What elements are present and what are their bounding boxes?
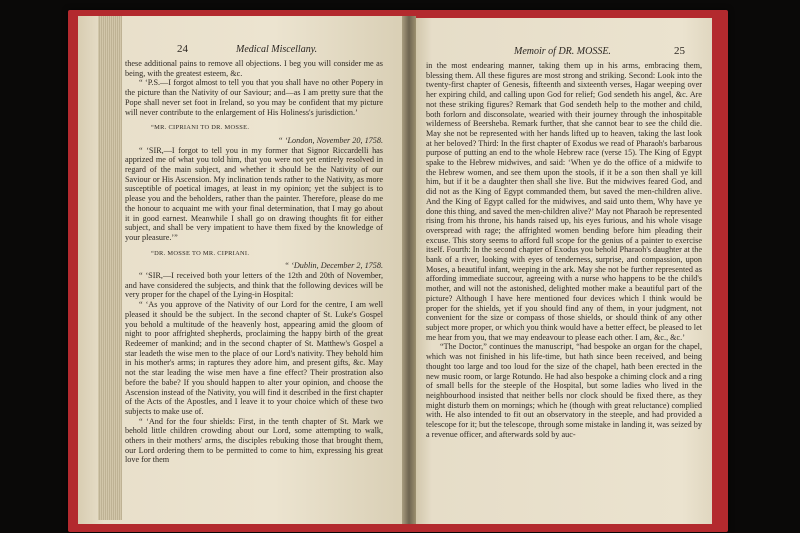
letter-dateline: “ ‘London, November 20, 1758. (278, 135, 383, 145)
paragraph: in the most endearing manner, taking them up in his arms, embracing them, blessing them. All these figures are most strong and striking. Second: Look into the twenty-first chapter of Genesis, fifteenth and sixteenth verses, Hagar weeping over her expiring child, and calling upon God for relief; God sendeth his angel, &c. Are not these striking figures? Remark that God sendeth help to the mother and child, both forlorn and disconsolate, wearied with their journey through the inhospitable wilderness of Beersheba. Remark further, that she cannot bear to see the child die. May she not be represented with her hands lifted up to heaven, taking the last look at her beloved? Third: In the first chapter of Exodus we read of Pharaoh's barbarous purpose of putting an end to the whole Hebrew race (verse 15). The King of Egypt spake to the Hebrew midwives, and said: ‘When ye do the office of a midwife to the Hebrew women, and see them upon the stools, if it be a son then shall ye kill him, but if it be a daughter then shall she live. But the midwives feared God, and did not as the King of Egypt commanded them, but saved the men-children alive. And the King of Egypt called for the midwives, and said unto them, Why have ye done this thing, and saved the men-children alive?’ May not Pharaoh be represented rising from his throne, his hands raised up, his eyes furious, and his whole visage overspread with rage; the affrighted women bending before him pleading their excuse. This story seems to afford full scope for the genius of a painter to exercise itself. Fourth: In the second chapter of Exodus you behold Pharaoh's daughter at the bank of a river, looking with eyes of tenderness, surprise, and compassion, upon Moses, a beautiful infant, weeping in the ark. May she not be further represented as affording immediate succour, agreeing with a nurse who happens to be the child's mother, and will not the astonished, delighted mother make a beautiful part of the picture? Although I have here mentioned four devices which I think would be proper for the shields, yet if you should find any of them, in your judgment, not convenient for the size or compass of those shields, or should think of any other subject more proper, or which you think would have a better effect, be pleased to let me hear from you, that we may endeavour to please each other. I am, &c., &c.’ (426, 61, 702, 342)
book-gutter (402, 16, 416, 524)
paragraph: “The Doctor,” continues the manuscript, “had bespoke an organ for the chapel, which was not finished in his life-time, but hath since been received, and being thought too large and too loud for the size of the chapel, hath been erected in the new music room, or large Rotundo. He had also bespoke a chiming clock and a ring of small bells for the steeple of the Hospital, but some ladies who lived in the neighbourhood insisted that neither bells nor clock should be fixed there, as they might disturb them on mornings; which he (though with great reluctance) complied with. He also intended to fit out an observatory in the steeple, and had provided a telescope for it; but the telescope, through some mistake in landing it, was seized by a revenue officer, and afterwards sold by auc- (426, 342, 702, 439)
letter-dateline: “ ‘Dublin, December 2, 1758. (284, 261, 383, 271)
left-text-block (125, 59, 383, 465)
letter-heading: “MR. CIPRIANI TO DR. MOSSE. (151, 124, 250, 132)
letter-heading: “DR. MOSSE TO MR. CIPRIANI. (151, 249, 250, 257)
page-edges (98, 16, 122, 520)
right-running-head: Memoir of DR. MOSSE. (514, 46, 611, 57)
left-page-number: 24 (177, 43, 188, 55)
paragraph: these additional pains to remove all objections. I beg you will consider me as being, with the greatest esteem, &c. (125, 59, 383, 78)
left-page (78, 16, 404, 524)
left-running-head: Medical Miscellany. (236, 44, 318, 55)
paragraph: “ ‘SIR,—I forgot to tell you in my former that Signor Riccardelli has apprized me of what you told him, that you were not yet entirely resolved in regard of the main subject, and whether it should be the Nativity of our Saviour or His Ascension. My inclination tends rather to the Nativity, as more susceptible of poetical images, at least in my opinion; yet the subject is to please you and the beholders, rather than the painter. Therefore, please do me the honour to acquaint me with your final determination, that I may go about it in good earnest. Meanwhile I shall go on drawing thoughts fit for either subject, and shall be very impatient to have them fixed by the knowledge of your pleasure.’” (125, 145, 383, 242)
right-page-number: 25 (674, 45, 685, 57)
right-page (414, 18, 712, 524)
paragraph: “ ‘As you approve of the Nativity of our Lord for the centre, I am well pleased it should be the subject. In the second chapter of St. Luke's Gospel you behold a multitude of the heavenly host, appearing amid the gloom of night to poor affrighted shepherds, proclaiming the happy birth of the great Redeemer of mankind; and in the second chapter of St. Matthew's Gospel a star leadeth the wise men to the place of our Lord's nativity. They behold him in his mother's arms; in raptures they adore him, and present gifts, &c. May not the star leading the wise men have a fine effect? Their prostration also before the babe? If you should happen to alter your opinion, and choose the Ascension instead of the Nativity, you will find it described in the first chapter of the Acts of the Apostles, and I leave it to your choice which of these two subjects to make use of. (125, 300, 383, 416)
paragraph: “ ‘And for the four shields: First, in the tenth chapter of St. Mark we behold little children crowding about our Lord, some attempting to walk, others in their mothers' arms, the disciples rebuking those that brought them, our Lord ordering them to be permitted to come to him, expressing his great love for them (125, 416, 383, 465)
right-text-block (426, 61, 702, 439)
paragraph: “ ‘P.S.—I forgot almost to tell you that you shall have no other Popery in the picture than the Nativity of our Saviour; and—as I am pretty sure that the Pope shall never set foot in Ireland, so you may be confident that my picture will never contribute to the enlargement of His Holiness's jurisdiction.’ (125, 78, 383, 117)
paragraph: “ ‘SIR,—I received both your letters of the 12th and 20th of November, and have considered the subjects, and think that the following devices will be very proper for the chapel of the Lying-in Hospital: (125, 271, 383, 300)
